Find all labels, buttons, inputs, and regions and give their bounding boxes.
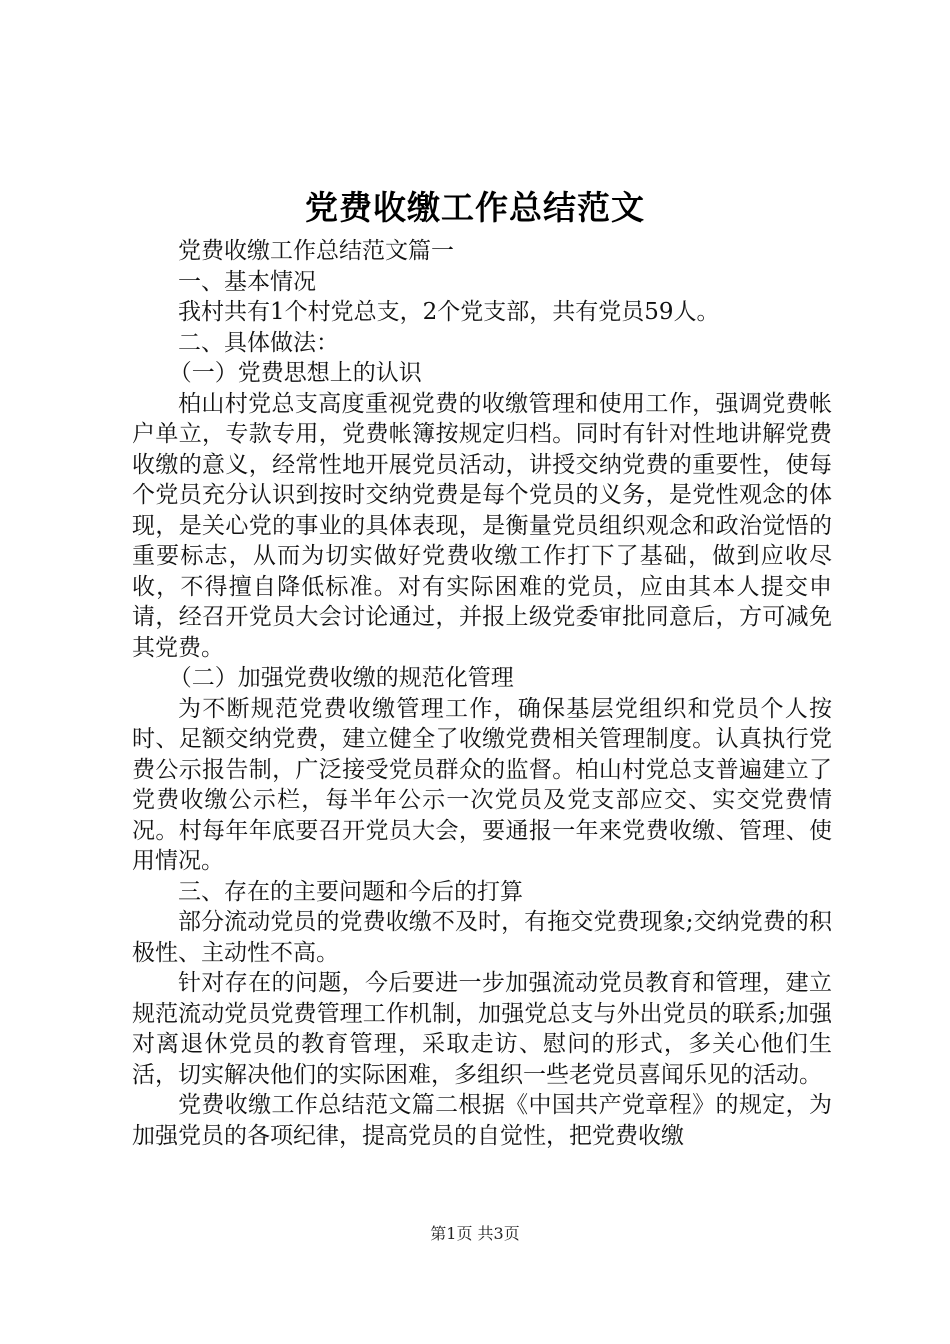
paragraph: 我村共有1个村党总支，2个党支部，共有党员59人。 bbox=[178, 299, 720, 325]
paragraph: 党费收缴工作总结范文篇一 bbox=[178, 238, 454, 264]
paragraph: 三、存在的主要问题和今后的打算 bbox=[178, 878, 523, 905]
paragraph: 一、基本情况 bbox=[178, 268, 316, 295]
paragraph: 针对存在的问题，今后要进一步加强流动党员教育和管理，建立规范流动党员党费管理工作机制，加强党总支与外出党员的联系;加强对离退休党员的教育管理，采取走访、慰问的形式，多关心他们生活，切实解决他们的实际困难，多组织一些老党员喜闻乐见的活动。 bbox=[132, 970, 832, 1088]
paragraph: 柏山村党总支高度重视党费的收缴管理和使用工作，强调党费帐户单立，专款专用，党费帐簿按规定归档。同时有针对性地讲解党费收缴的意义，经常性地开展党员活动，讲授交纳党费的重要性，使每个党员充分认识到按时交纳党费是每个党员的义务，是党性观念的体现，是关心党的事业的具体表现，是衡量党员组织观念和政治觉悟的重要标志，从而为切实做好党费收缴工作打下了基础，做到应收尽收，不得擅自降低标准。对有实际困难的党员，应由其本人提交申请，经召开党员大会讨论通过，并报上级党委审批同意后，方可减免其党费。 bbox=[132, 390, 832, 661]
document-title: 党费收缴工作总结范文 bbox=[305, 188, 645, 227]
paragraph: （一）党费思想上的认识 bbox=[168, 360, 422, 386]
paragraph: 为不断规范党费收缴管理工作，确保基层党组织和党员个人按时、足额交纳党费，建立健全了收缴党费相关管理制度。认真执行党费公示报告制，广泛接受党员群众的监督。柏山村党总支普遍建立了党费收缴公示栏，每半年公示一次党员及党支部应交、实交党费情况。村每年年底要召开党员大会，要通报一年来党费收缴、管理、使用情况。 bbox=[132, 695, 832, 874]
paragraph: 部分流动党员的党费收缴不及时，有拖交党费现象;交纳党费的积极性、主动性不高。 bbox=[132, 909, 832, 966]
paragraph: 二、具体做法： bbox=[178, 329, 339, 356]
paragraph: （二）加强党费收缴的规范化管理 bbox=[168, 665, 514, 691]
paragraph: 党费收缴工作总结范文篇二根据《中国共产党章程》的规定，为加强党员的各项纪律，提高党员的自觉性，把党费收缴 bbox=[132, 1092, 832, 1149]
page-number-footer: 第1页 共3页 bbox=[430, 1224, 520, 1243]
document-body bbox=[132, 236, 832, 1151]
